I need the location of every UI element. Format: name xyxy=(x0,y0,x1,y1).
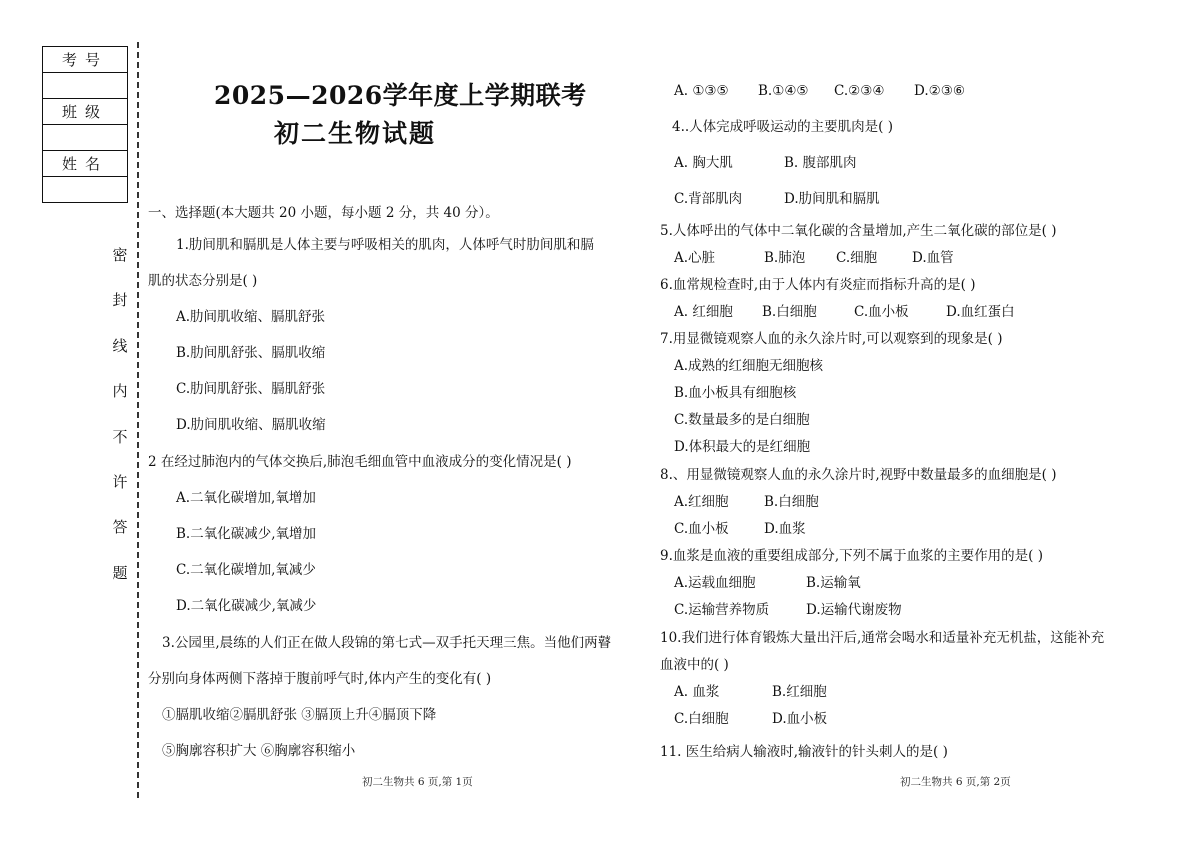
question-2-option-a[interactable]: A.二氧化碳增加,氧增加 xyxy=(176,490,316,506)
question-8-option-d[interactable]: D.血浆 xyxy=(764,521,806,537)
question-9-options-row1 xyxy=(674,574,861,592)
class-field[interactable] xyxy=(43,125,128,151)
question-1-option-a[interactable]: A.肋间肌收缩、膈肌舒张 xyxy=(176,309,326,325)
question-10-text-cont: 血液中的( ) xyxy=(660,657,729,673)
question-10-option-a[interactable]: A. 血浆 xyxy=(674,684,720,700)
question-10-options-row2 xyxy=(674,710,827,728)
question-3-option-a[interactable]: A. ①③⑤ xyxy=(674,83,729,99)
question-8-options-row2 xyxy=(674,520,806,538)
seal-char: 内 xyxy=(112,382,128,401)
question-8-option-a[interactable]: A.红细胞 xyxy=(674,494,729,510)
exam-title: 2025—2026学年度上学期联考 xyxy=(214,81,587,110)
question-1-option-d[interactable]: D.肋间肌收缩、膈肌收缩 xyxy=(176,417,326,433)
question-4-option-d[interactable]: D.肋间肌和膈肌 xyxy=(784,191,880,207)
seal-char: 许 xyxy=(112,472,128,491)
question-9-option-b[interactable]: B.运输氧 xyxy=(806,575,861,591)
question-6-option-c[interactable]: C.血小板 xyxy=(854,304,909,320)
seal-char: 封 xyxy=(112,291,128,310)
question-11-text: 11. 医生给病人输液时,输液针的针头刺人的是( ) xyxy=(660,744,948,760)
seal-char: 密 xyxy=(112,246,128,264)
class-label: 班级 xyxy=(43,99,128,125)
question-10-option-c[interactable]: C.白细胞 xyxy=(674,711,729,727)
seal-char: 答 xyxy=(112,518,128,537)
question-1-option-b[interactable]: B.肋间肌舒张、膈肌收缩 xyxy=(176,345,326,361)
question-5-option-c[interactable]: C.细胞 xyxy=(836,250,878,266)
question-6-options xyxy=(674,303,1015,321)
question-4-option-c[interactable]: C.背部肌肉 xyxy=(674,191,743,207)
question-2-text: 2 在经过肺泡内的气体交换后,肺泡毛细血管中血液成分的变化情况是( ) xyxy=(148,454,572,470)
question-4-options-row2 xyxy=(674,190,880,208)
page-footer-1: 初二生物共 6 页,第 1页 xyxy=(362,776,473,788)
question-5-option-a[interactable]: A.心脏 xyxy=(674,250,716,266)
question-3-statements-1: ①膈肌收缩②膈肌舒张 ③膈顶上升④膈顶下降 xyxy=(162,707,437,723)
question-10-text: 10.我们进行体育锻炼大量出汗后,通常会喝水和适量补充无机盐，这能补充 xyxy=(660,630,1105,646)
question-3-option-d[interactable]: D.②③⑥ xyxy=(914,83,965,99)
question-1-text-cont: 肌的状态分别是( ) xyxy=(148,273,258,289)
page-footer-2: 初二生物共 6 页,第 2页 xyxy=(900,776,1011,788)
question-5-option-b[interactable]: B.肺泡 xyxy=(764,250,806,266)
question-9-text: 9.血浆是血液的重要组成部分,下列不属于血浆的主要作用的是( ) xyxy=(660,548,1043,564)
question-6-option-b[interactable]: B.白细胞 xyxy=(762,304,817,320)
question-6-option-d[interactable]: D.血红蛋白 xyxy=(946,304,1015,320)
question-5-text: 5.人体呼出的气体中二氧化碳的含量增加,产生二氧化碳的部位是( ) xyxy=(660,223,1057,239)
question-9-option-a[interactable]: A.运载血细胞 xyxy=(674,575,756,591)
question-6-text: 6.血常规检查时,由于人体内有炎症而指标升高的是( ) xyxy=(660,277,976,293)
question-8-option-c[interactable]: C.血小板 xyxy=(674,521,729,537)
exam-number-field[interactable] xyxy=(43,73,128,99)
question-4-text: 4..人体完成呼吸运动的主要肌肉是( ) xyxy=(672,119,893,135)
question-3-options xyxy=(674,82,965,100)
name-label: 姓名 xyxy=(43,151,128,177)
question-3-option-b[interactable]: B.①④⑤ xyxy=(758,83,809,99)
exam-number-label: 考号 xyxy=(43,47,128,73)
question-1-text: 1.肋间肌和膈肌是人体主要与呼吸相关的肌肉，人体呼气时肋间肌和膈 xyxy=(176,237,594,253)
question-4-option-a[interactable]: A. 胸大肌 xyxy=(674,155,733,171)
seal-dashed-line xyxy=(137,42,139,798)
question-7-option-a[interactable]: A.成熟的红细胞无细胞核 xyxy=(674,358,824,374)
question-2-option-d[interactable]: D.二氧化碳减少,氧减少 xyxy=(176,598,317,614)
question-8-option-b[interactable]: B.白细胞 xyxy=(764,494,819,510)
question-2-option-b[interactable]: B.二氧化碳减少,氧增加 xyxy=(176,526,317,542)
seal-char: 线 xyxy=(112,336,128,355)
student-info-table xyxy=(42,46,128,203)
section-heading: 一、选择题(本大题共 20 小题，每小题 2 分，共 40 分）。 xyxy=(148,205,499,221)
seal-notice xyxy=(108,244,132,607)
question-7-option-d[interactable]: D.体积最大的是红细胞 xyxy=(674,439,811,455)
question-10-option-b[interactable]: B.红细胞 xyxy=(772,684,827,700)
question-7-option-b[interactable]: B.血小板具有细胞核 xyxy=(674,385,797,401)
question-10-options-row1 xyxy=(674,683,827,701)
question-10-option-d[interactable]: D.血小板 xyxy=(772,711,828,727)
seal-char: 题 xyxy=(112,563,128,582)
question-7-text: 7.用显微镜观察人血的永久涂片时,可以观察到的现象是( ) xyxy=(660,331,1003,347)
question-9-option-c[interactable]: C.运输营养物质 xyxy=(674,602,770,618)
question-1-option-c[interactable]: C.肋间肌舒张、膈肌舒张 xyxy=(176,381,326,397)
question-8-text: 8.、用显微镜观察人血的永久涂片时,视野中数量最多的血细胞是( ) xyxy=(660,467,1057,483)
question-5-option-d[interactable]: D.血管 xyxy=(912,250,954,266)
question-5-options xyxy=(674,249,954,267)
seal-char: 不 xyxy=(112,427,128,446)
question-4-options-row1 xyxy=(674,154,857,172)
question-7-option-c[interactable]: C.数量最多的是白细胞 xyxy=(674,412,810,428)
question-9-option-d[interactable]: D.运输代谢废物 xyxy=(806,602,902,618)
question-6-option-a[interactable]: A. 红细胞 xyxy=(674,304,733,320)
question-8-options-row1 xyxy=(674,493,819,511)
question-3-option-c[interactable]: C.②③④ xyxy=(834,83,885,99)
question-2-option-c[interactable]: C.二氧化碳增加,氧减少 xyxy=(176,562,316,578)
question-3-text: 3.公园里,晨练的人们正在做人段锦的第七式—双手托天理三焦。当他们两瞽 xyxy=(162,635,612,651)
exam-subtitle: 初二生物试题 xyxy=(274,119,437,148)
question-9-options-row2 xyxy=(674,601,902,619)
question-3-text-cont: 分别向身体两侧下落掉于腹前呼气时,体内产生的变化有( ) xyxy=(148,671,492,687)
question-3-statements-2: ⑤胸廓容积扩大 ⑥胸廓容积缩小 xyxy=(162,743,356,759)
question-4-option-b[interactable]: B. 腹部肌肉 xyxy=(784,155,857,171)
name-field[interactable] xyxy=(43,177,128,203)
